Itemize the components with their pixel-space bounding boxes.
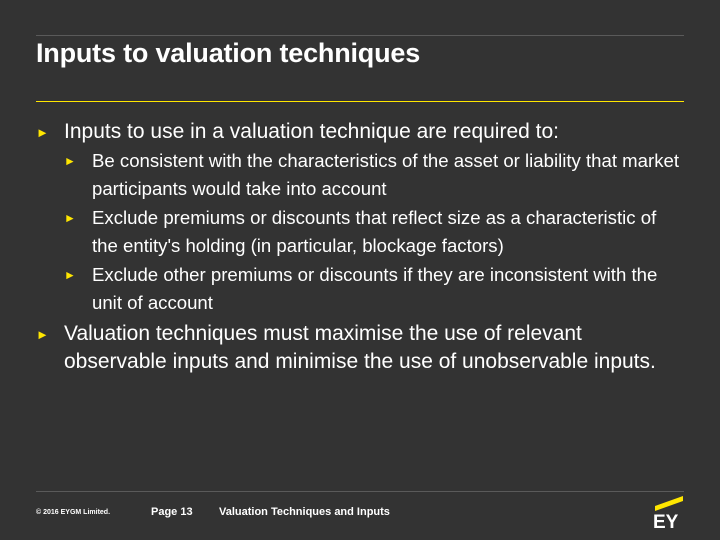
footer-divider xyxy=(36,491,684,492)
ey-logo-icon xyxy=(652,494,686,530)
ey-logo-text: EY xyxy=(653,512,679,530)
bullet-arrow-icon: ► xyxy=(36,327,49,342)
sub-bullet-text: Be consistent with the characteristics of the asset or liability that market participants would take into account xyxy=(92,150,679,199)
sub-bullet-text: Exclude other premiums or discounts if they are inconsistent with the unit of account xyxy=(92,264,658,313)
sub-bullet-item xyxy=(64,147,686,203)
bullet-item xyxy=(36,118,686,146)
footer-topic: Valuation Techniques and Inputs xyxy=(219,506,390,518)
sub-bullet-item xyxy=(64,204,686,260)
bullet-arrow-icon: ► xyxy=(64,211,76,225)
slide-title: Inputs to valuation techniques xyxy=(36,38,421,68)
bullet-text: Valuation techniques must maximise the use of relevant observable inputs and minimise the use of unobservable inputs. xyxy=(64,322,656,373)
title-underline xyxy=(36,101,684,102)
bullet-text: Inputs to use in a valuation technique are required to: xyxy=(64,120,559,143)
slide-body xyxy=(36,118,686,376)
bullet-arrow-icon: ► xyxy=(36,125,49,140)
sub-bullet-text: Exclude premiums or discounts that reflect size as a characteristic of the entity's holding (in particular, blockage factors) xyxy=(92,207,657,256)
bullet-item xyxy=(36,320,686,376)
footer-copyright: © 2016 EYGM Limited. xyxy=(36,509,111,516)
bullet-arrow-icon: ► xyxy=(64,268,76,282)
bullet-arrow-icon: ► xyxy=(64,154,76,168)
sub-bullet-item xyxy=(64,261,686,317)
footer-page-number: Page 13 xyxy=(151,506,193,518)
